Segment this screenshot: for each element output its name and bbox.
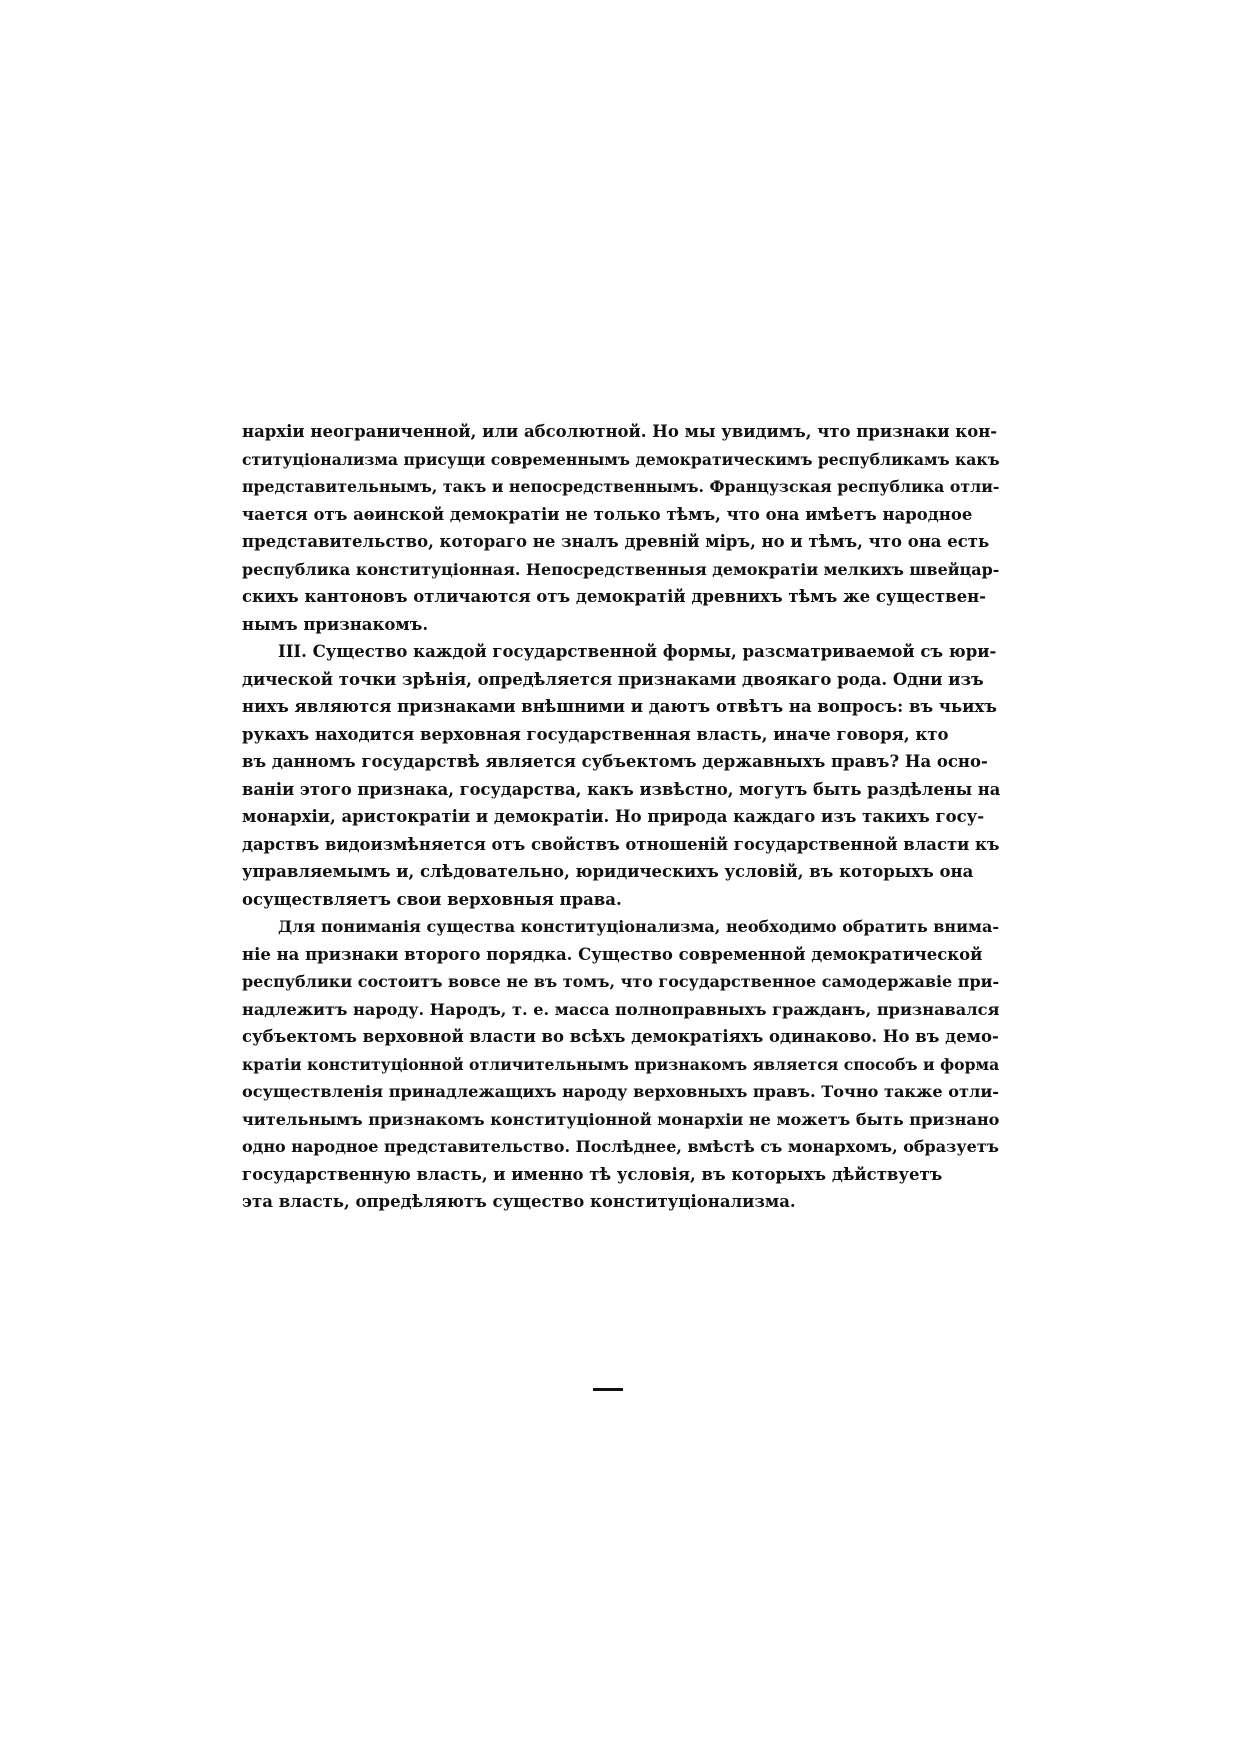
text-line: скихъ кантоновъ отличаются отъ демократій древнихъ тѣмъ же существен- <box>242 587 987 606</box>
paragraph-2 <box>242 638 1000 913</box>
text-line: кратіи конституціонной отличительнымъ признакомъ является способъ и форма <box>242 1054 1000 1074</box>
end-dash-mark <box>593 1388 623 1391</box>
text-line: республика конституціонная. Непосредственныя демократіи мелкихъ швейцар- <box>242 559 1000 579</box>
paragraph-3 <box>242 913 1000 1216</box>
text-line: Для пониманія существа конституціонализма, необходимо обратить внима- <box>278 917 999 936</box>
text-line: представительнымъ, такъ и непосредственнымъ. Французская республика отли- <box>242 477 1000 496</box>
text-line: государственную власть, и именно тѣ условія, въ которыхъ дѣйствуетъ <box>242 1164 943 1184</box>
text-line: ституціонализма присущи современнымъ демократическимъ республикамъ какъ <box>242 449 1000 469</box>
text-line: эта власть, опредѣляютъ существо конституціонализма. <box>242 1192 796 1211</box>
text-line: дической точки зрѣнія, опредѣляется признаками двоякаго рода. Одни изъ <box>242 669 984 689</box>
text-line: ніе на признаки второго порядка. Существо современной демократической <box>242 944 983 964</box>
text-line: нымъ признакомъ. <box>242 614 429 634</box>
text-line: одно народное представительство. Послѣднее, вмѣстѣ съ монархомъ, образуетъ <box>242 1137 999 1156</box>
body-text <box>242 418 1000 1216</box>
text-line: республики состоитъ вовсе не въ томъ, что государственное самодержавіе при- <box>242 972 1000 991</box>
text-line: осуществленія принадлежащихъ народу верховныхъ правъ. Точно также отли- <box>242 1082 1000 1101</box>
text-line: III. Существо каждой государственной формы, разсматриваемой съ юри- <box>278 642 997 661</box>
text-line: монархіи, аристократіи и демократіи. Но природа каждаго изъ такихъ госу- <box>242 807 985 826</box>
text-line: нихъ являются признаками внѣшними и даютъ отвѣтъ на вопросъ: въ чьихъ <box>242 697 997 716</box>
text-line: представительство, котораго не зналъ древній міръ, но и тѣмъ, что она есть <box>242 532 990 551</box>
paragraph-1 <box>242 418 1000 638</box>
text-line: управляемымъ и, слѣдовательно, юридическихъ условій, въ которыхъ она <box>242 862 974 881</box>
text-line: рукахъ находится верховная государственная власть, иначе говоря, кто <box>242 724 949 744</box>
text-line: въ данномъ государствѣ является субъектомъ державныхъ правъ? На осно- <box>242 752 988 771</box>
text-line: субъектомъ верховной власти во всѣхъ демократіяхъ одинаково. Но въ демо- <box>242 1027 999 1046</box>
text-line: чительнымъ признакомъ конституціонной монархіи не можетъ быть признано <box>242 1109 1000 1129</box>
text-line: дарствъ видоизмѣняется отъ свойствъ отношеній государственной власти къ <box>242 834 1000 854</box>
text-line: осуществляетъ свои верховныя права. <box>242 889 622 909</box>
text-line: надлежитъ народу. Народъ, т. е. масса полноправныхъ гражданъ, признавался <box>242 999 1000 1019</box>
text-line: чается отъ аѳинской демократіи не только тѣмъ, что она имѣетъ народное <box>242 504 973 524</box>
text-line: ваніи этого признака, государства, какъ извѣстно, могутъ быть раздѣлены на <box>242 779 1001 799</box>
text-line: нархіи неограниченной, или абсолютной. Но мы увидимъ, что признаки кон- <box>242 422 998 441</box>
